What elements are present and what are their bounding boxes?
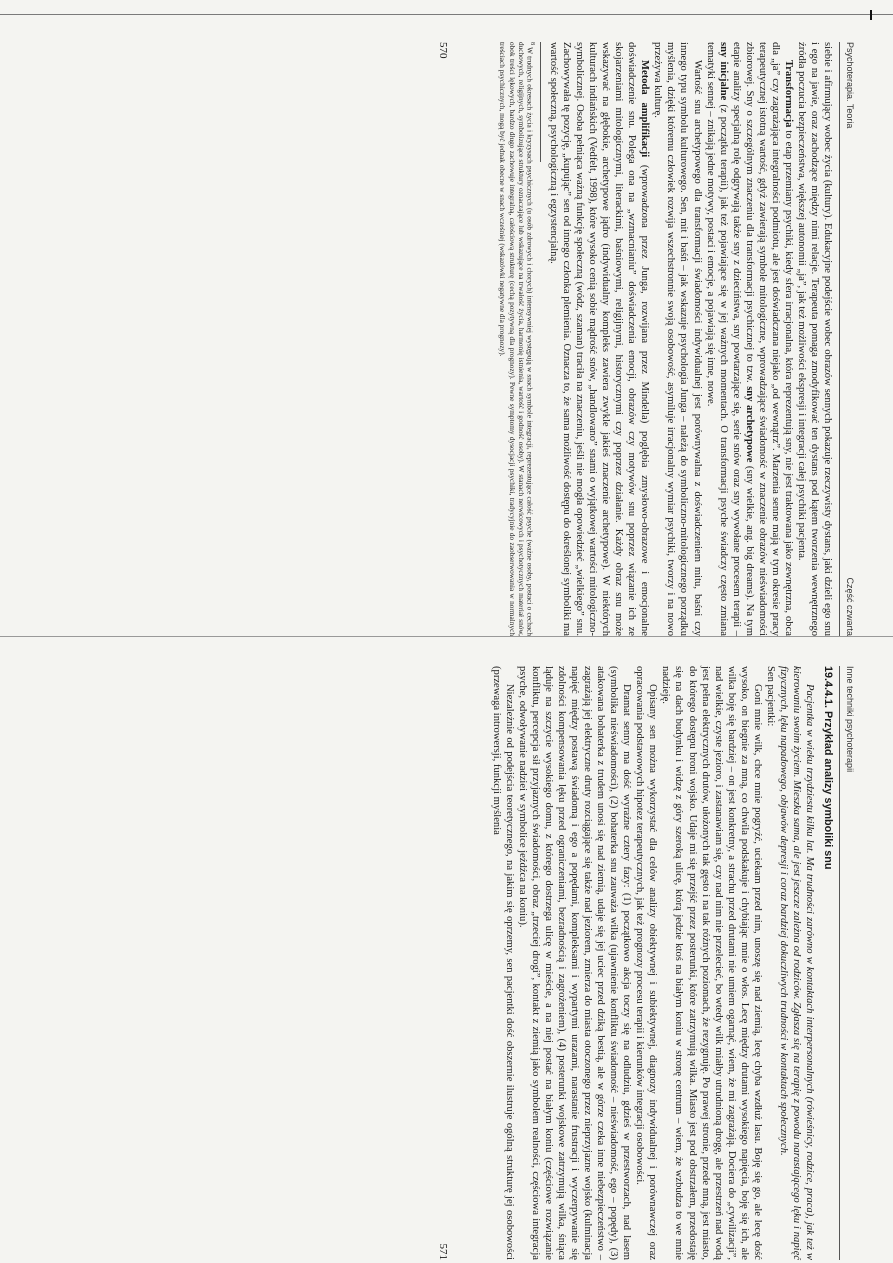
paragraph: Transformacja to etap przemiany psychiki, kiedy sfera irracjonalna, która reprezentują sny, nie jest traktowana jako zewnętrzna, obca dla „ja” czy zagrażająca integralności podmiotu, ale jest doświadczana niejako „od wewnątrz”. Marzenia senne mają w tym okresie pracy terapeutycznej istotną wartość, gdyż zawierają symbole mitologiczne, wprowadzające świadomość w znaczenie obrazów nieświadomości zbiorowej. Sny o szczególnym znaczeniu dla transformacji psychicznej to tzw. sny archetypowe (sny wielkie, ang. big dreams). Na tym etapie analizy specjalną rolę odgrywają także sny z dzieciństwa, sny powtarzające się, serie snów oraz sny wywołane procesem terapii – sny inicjalne (z początku terapii), jak też pojawiające się w jej ważnych momentach. O transformacji psyche świadczy często zmiana tematyki sennej – znikają jedne motywy, postaci i emocje, a pojawiają się inne, nowe.: [704, 42, 794, 636]
footnote: $^8$ W trudnych okresach życia i kryzysach psychicznych (u osób zdrowych i chorych) intensywniej występują w snach symbole integracji, reprezentujące całość psyche (ważne osoby, postaci o cechach duchowych, religijnych, symbolizujące struktury oznaczające lub wskazujące na trwałość życia, harmonię istnienia, wartość i godność osoby). W stanach nerwicowych i psychotycznych materiał snów, obok treści lękowych, bardzo długo zachowuje integralną, całościową strukturę (cechą pozytywną dla prognozy). Pewne symptomy dysocjacji psychiki, tradycyjnie do zaobserwowania w normalnych treściach psychicznych, mogą być jednak obecne w snach wcześniej (wskazówki negatywne dla prognozy).: [498, 42, 536, 636]
section-title: 19.4.4.1. Przykład analizy symboliki snu: [822, 666, 834, 870]
running-header: [839, 666, 856, 1260]
running-header: [839, 42, 856, 636]
dream-label: Sen pacjentki:: [764, 666, 776, 727]
term-sny-inicjalne: sny inicjalne: [717, 42, 729, 101]
paragraph: Opisany sen można wykorzystać dla celów analizy obiektywnej i subiektywnej, diagnozy indywidualnej i porównawczej oraz opracowania podstawowych hipotez terapeutycznych, jak też prognozy procesu terapii i kierunków integracji osobowości.: [634, 666, 659, 1260]
scan-fold-line: [0, 636, 893, 637]
paragraph: Dramat senny ma dość wyraźne cztery fazy: (1) początkowo akcja toczy się na odludziu, gdzieś w przestworzach, nad lasem (symbolika nieświadomości), (2) bohaterka snu zauważa wilka (ujawnienie konfliktu świadomość – nieświadomość, ego – popędy), (3) atakowana bohaterka z trudem unosi się nad ziemią, udaje się jej uciec przed dziką bestią, ale w górze czeka inne niebezpieczeństwo – zagrażają jej elektryczne druty rozciągające się także nad jeziorem, zmierza do miasta otoczonego przez nieprzyjazne wojsko (kulminacja napięć między postawą świadomą i ego a popędami, kompleksami i wypartymi urazami, narastanie frustracji i wyczerpywanie się zdolności kompensowania lęku przed ograniczeniami, bezradnością i zagrożeniem), (4) posterunki wojskowe zatrzymują wilka, śniąca ląduje na szczycie wysokiego domu, z którego dostrzega ulicę w mieście, a na niej postać na białym koniu (częściowe rozwiązanie konfliktu, percepcja sił przyjaznych świadomości, obraz „trzeciej drogi”, kontakt z ziemią jako symbolem realności, częściowa integracja psyche, odwoływanie nadziei w symbolice jeźdźca na koniu).: [516, 666, 633, 1260]
term-sny-archetypowe: sny archetypowe: [743, 386, 755, 463]
page-number: 570: [437, 42, 450, 59]
running-header-left: Inne techniki psychoterapii: [845, 666, 856, 773]
footnote-rule: [540, 42, 541, 162]
scan-edge-line: [0, 14, 893, 15]
paragraph: Wartość snu archetypowego dla transformacji świadomości indywidualnej jest porównywalna z doświadczeniem mitu, baśni czy innego typu symbolu kulturowego. Sen, mit i baśń – jak wskazuje psychologia Junga – należą do symboliczno-mitologicznego porządku myślenia, dzięki któremu człowiek rozwija wszechstronnie swoją osobowość, asymiluje irracjonalny wymiar psychiki, tworzy i na nowo przeżywa kulturę.: [652, 42, 703, 636]
page-570: [436, 42, 856, 636]
paragraph: Niezależnie od podejścia teoretycznego, na jakim się oprzemy, sen pacjentki dość obszernie ilustruje ogólną strukturę jej osobowości (przewaga introwersji, funkcji myślenia: [490, 666, 515, 1260]
scan-corner-mark: [870, 10, 872, 20]
page-body: [490, 666, 834, 1260]
term-metoda-amplifikacji: Metoda amplifikacji: [639, 60, 651, 158]
page-number: 571: [437, 1243, 450, 1260]
page-571: [436, 666, 856, 1260]
paragraph: Metoda amplifikacji (wprowadzona przez Junga, rozwijana przez Mindella) poglębia zmysłowo-obrazowe i emocjonalne doświadczenie snu. Polega ona na „wzmacnianiu” doświadczenia emocji, obrazów czy motywów snu poprzez wiązanie ich ze skojarzeniami mitologicznymi, literackimi, baśniowymi, religijnymi, historycznymi czy poprzez działanie. Każdy obraz snu może wskazywać na głębokie, archetypowe jądro (indywidualny kompleks zawiera zwykle jakieś znaczenie archetypowe). W niektórych kulturach indiańskich (Vedfelt, 1998), które wysoko cenią sobie mądrość snów, „handlowano” snami o wyjątkowej wartości mitologiczno-symbolicznej. Osoba pełniąca ważną funkcję społeczną (wódz, szaman) traciła na znaczeniu, jeśli nie mogła opowiedzieć „wielkiego” snu. Zachowywała tę pozycję, „kupując” sen od innego członka plemienia. Oznacza to, że sama możliwość dostępu do określonej symboliki ma wartość społeczną, psychologiczną i egzystencjalną.: [548, 42, 651, 636]
case-description: Pacjentka w wieku trzydziestu kilku lat. Ma trudności zarówno w kontaktach interpersonalnych (rówieśnicy, rodzice, praca), jak też w kierowaniu swoim życiem. Mieszka sama, ale jest jeszcze zależna od rodziców. Zgłasza się na terapię z powodu narastającego lęku i napięć fizycznych, lęku napadowego, objawów depresji i coraz bardziej dokuczliwych trudności w kontaktach społecznych.: [777, 666, 815, 1260]
dream-text: Goni mnie wilk, chce mnie pogryźć, uciekam przed nim, unoszę się nad ziemią, lecę chyba wzdłuż lasu. Boję się go, ale lecę dość wysoko, on biegnie za mną, co chwila podskakuje i chybiając mnie o włos. Lecę między drutami wysokiego napięcia, boję się ich, ale wilka boję się bardziej – on jest konkretny, a strachu przed drutami nie umiem ogarnąć, wiem, że mi zagrażają. Dociera do „cywilizacji”, nad wielkie, czyste jezioro, i zastanawiam się, czy nad nim nie przelecieć, bo wtedy wilk miałby utrudnioną drogę, ale przestrzeń nad wodą jest pełna elektrycznych drutów, ułożonych tak gęsto i na tak różnych poziomach, że rezygnuję. Po prawej stronie, przede mną, jest miasto, do którego dostępu broni wojsko. Udaje mi się przejść przez posterunki, które zatrzymują wilka. Miasto jest pod obstrzałem, przedostaję się na dach budynku i widzę z góry szeroką ulicę, którą jedzie ktoś na białym koniu w stronę centrum – wiem, że wzbudza to we mnie nadzieję.: [660, 666, 763, 1260]
footnote-marker: 8: [529, 42, 536, 45]
running-header-left: Psychoterapia. Teoria: [845, 42, 856, 129]
term-transformacja: Transformacja: [782, 60, 794, 128]
page-body: [498, 42, 834, 636]
running-header-right: Część czwarta: [845, 577, 856, 636]
paragraph: siebie i afirmujący wobec życia (kultury). Edukacyjne podejście wobec obrazów sennych pokazuje rzeczywisty dystans, jaki dzieli ego snu i ego na jawie, oraz zachodzące między nimi relacje. Terapeuta pomaga zmodyfikować ten dystans pod kątem tworzenia wewnętrznego źródła poczucia bezpieczeństwa, większej autonomii „ja”, jak też możliwości ekspresji i integracji całej psychiki pacjenta.: [795, 42, 833, 636]
